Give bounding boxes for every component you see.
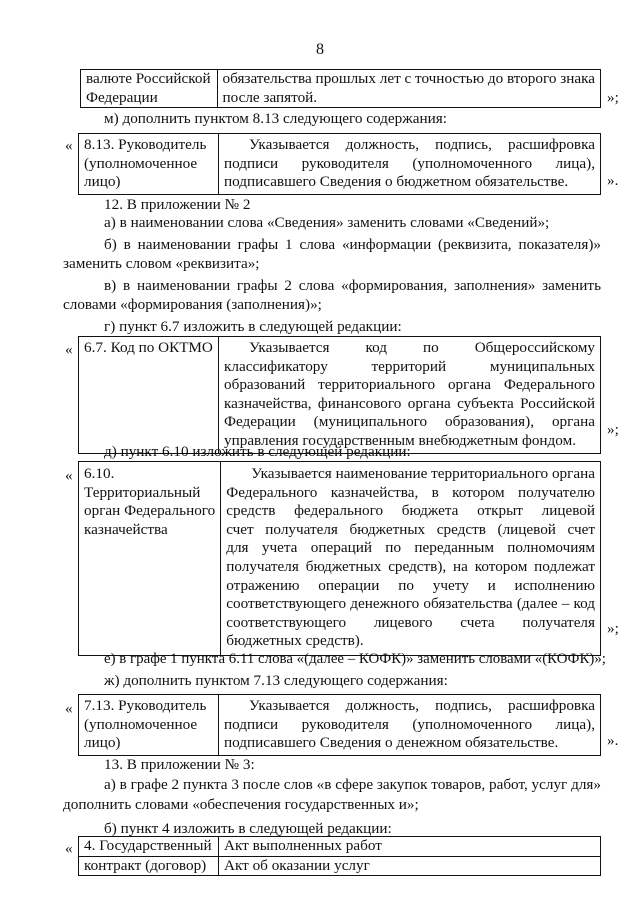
cell-text: (уполномоченное xyxy=(84,154,198,172)
cell-text: соответствующего лицевого счета получателя xyxy=(226,613,595,631)
opening-quote: « xyxy=(65,840,73,857)
table-cell-description xyxy=(221,462,601,656)
cell-text: классификатору территорий муниципальных xyxy=(224,357,595,375)
section-12-title: 12. В приложении № 2 xyxy=(104,196,251,213)
table-cell-description xyxy=(217,70,600,108)
table-cell-name xyxy=(79,856,219,876)
opening-quote: « xyxy=(65,341,73,358)
opening-quote: « xyxy=(65,700,73,717)
cell-text: 4. Государственный xyxy=(84,837,212,854)
cell-text: подписавшего Сведения о денежном обязательстве. xyxy=(224,734,559,752)
cell-text: управления государственным внебюджетным фондом. xyxy=(224,431,576,449)
cell-text: соответствующего денежного обязательства (далее – код xyxy=(226,595,595,613)
cell-text: лицо) xyxy=(84,173,121,191)
opening-quote: « xyxy=(65,137,73,154)
table-cell-name xyxy=(81,70,218,108)
table-cell-document xyxy=(219,837,601,857)
cell-text: Акт выполненных работ xyxy=(224,837,382,854)
table-cell-description xyxy=(219,695,601,756)
cell-text: Федерального казначейства, в котором получателю xyxy=(226,483,595,501)
cell-text: бюджетных средств). xyxy=(226,632,364,650)
closing-quote: »; xyxy=(607,620,619,637)
table-cell-name xyxy=(79,695,219,756)
closing-quote: ». xyxy=(607,732,619,749)
cell-text: Акт об оказании услуг xyxy=(224,856,370,874)
table-cell-name xyxy=(79,134,219,195)
section-13-b: б) пункт 4 изложить в следующей редакции: xyxy=(104,820,392,837)
section-12-d: д) пункт 6.10 изложить в следующей редакции: xyxy=(104,443,411,460)
cell-text: (уполномоченное xyxy=(84,715,198,733)
table-cell-name xyxy=(79,462,221,656)
section-12-v-line1: в) в наименовании графы 2 слова «формирования, заполнения» заменить xyxy=(104,277,601,294)
table-cell-document xyxy=(219,856,601,876)
cell-text: казначейства xyxy=(84,520,168,538)
table-cell-name xyxy=(79,837,219,857)
cell-text: казначейства, финансового органа субъекта Российской xyxy=(224,394,595,412)
cell-text: для учета операций по переданным полномочиям xyxy=(226,539,595,557)
cell-text: подписи руководителя (уполномоченного лица), xyxy=(224,715,595,733)
section-12-g: г) пункт 6.7 изложить в следующей редакции: xyxy=(104,318,402,335)
table-item-4 xyxy=(78,836,601,876)
cell-text: валюте Российской xyxy=(86,70,211,87)
table-item-8-13 xyxy=(78,133,601,195)
section-12-zh: ж) дополнить пунктом 7.13 следующего содержания: xyxy=(104,672,448,689)
section-12-v-line2: словами «формирования (заполнения)»; xyxy=(63,296,322,313)
cell-text: Указывается код по Общероссийскому xyxy=(249,339,595,356)
cell-text: средств федерального бюджета открыт лицевой xyxy=(226,502,595,520)
cell-text: подписи руководителя (уполномоченного лица), xyxy=(224,154,595,172)
opening-quote: « xyxy=(65,467,73,484)
cell-text: Федерации (муниципального образования), органа xyxy=(224,413,595,431)
section-12-b-line1: б) в наименовании графы 1 слова «информации (реквизита, показателя)» xyxy=(104,236,601,253)
cell-text: после запятой. xyxy=(222,88,318,106)
closing-quote: ». xyxy=(607,172,619,189)
cell-text: получателя бюджетных средств), на котором подлежат xyxy=(226,557,595,575)
cell-text: лицо) xyxy=(84,734,121,752)
table-budget-precision xyxy=(80,69,601,108)
section-12-e: е) в графе 1 пункта 6.11 слова «(далее – КОФК)» заменить словами «(КОФК)»; xyxy=(104,651,606,667)
page-number: 8 xyxy=(316,41,324,58)
table-cell-name xyxy=(79,337,219,454)
closing-quote: »; xyxy=(607,421,619,438)
cell-text: 8.13. Руководитель xyxy=(84,136,207,153)
cell-text: Указывается должность, подпись, расшифровка xyxy=(249,697,595,714)
table-cell-description xyxy=(219,134,601,195)
cell-text: Федерации xyxy=(86,88,158,106)
cell-text: орган Федерального xyxy=(84,502,216,520)
closing-quote: »; xyxy=(607,89,619,106)
cell-text: подписавшего Сведения о бюджетном обязательстве. xyxy=(224,173,569,191)
cell-text: счет получателя бюджетных средств (лицевой счет xyxy=(226,520,595,538)
cell-text: Территориальный xyxy=(84,483,201,501)
section-13-title: 13. В приложении № 3: xyxy=(104,756,255,773)
item-m: м) дополнить пунктом 8.13 следующего содержания: xyxy=(104,110,447,127)
table-cell-description xyxy=(219,337,601,454)
section-13-a-line2: дополнить словами «обеспечения государственных и»; xyxy=(63,796,419,813)
cell-text: образований территориального органа Федерального xyxy=(224,376,595,394)
table-item-6-7 xyxy=(78,336,601,454)
cell-text: Указывается должность, подпись, расшифровка xyxy=(249,136,595,153)
cell-text: 6.10. xyxy=(84,465,115,482)
table-item-7-13 xyxy=(78,694,601,756)
cell-text: Указывается наименование территориального органа xyxy=(251,465,595,482)
section-13-a-line1: а) в графе 2 пункта 3 после слов «в сфере закупок товаров, работ, услуг для» xyxy=(104,776,601,793)
cell-text: отражению операции по учету и исполнению xyxy=(226,576,595,594)
cell-text: контракт (договор) xyxy=(84,856,207,874)
cell-text: 7.13. Руководитель xyxy=(84,697,207,714)
section-12-b-line2: заменить словом «реквизита»; xyxy=(63,255,260,272)
cell-text: обязательства прошлых лет с точностью до второго знака xyxy=(222,70,595,87)
cell-text: 6.7. Код по ОКТМО xyxy=(84,339,213,356)
section-12-a: а) в наименовании слова «Сведения» заменить словами «Сведений»; xyxy=(104,214,550,231)
table-item-6-10 xyxy=(78,461,601,656)
